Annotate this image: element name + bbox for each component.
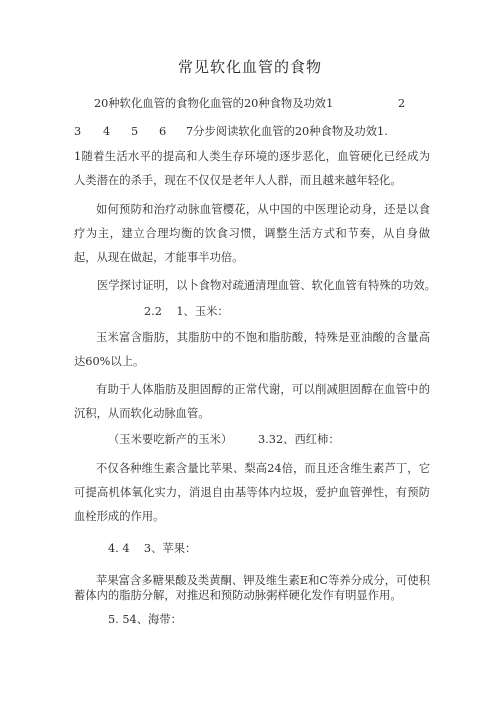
toc-entry-7: 7分步阅读软化血管的20种食物及功效1. [186,125,388,138]
section-heading-tomato: 3.32、西红柿： [258,433,340,446]
paragraph-intro: 1随着生活水平的提高和人类生存环境的逐步恶化，血管硬化已经成为人类潜在的杀手，现在不仅仅是老年人人群，而且越来越年轻化。 [74,150,430,187]
toc-entry-1: 20种软化血管的食物化血管的20种食物及功效1 [94,97,334,110]
paragraph-corn-2: 有助于人体脂肪及胆固醇的正常代谢，可以削减胆固醇在血管中的沉积，从而软化动脉血管。 [74,383,430,420]
toc-page-number: 2 [398,97,406,110]
toc-number-5: 5 [131,125,139,138]
toc-number-4: 4 [103,125,111,138]
section-heading-apple: 4. 4 3、苹果： [108,542,197,555]
toc-number-3: 3 [74,125,82,138]
paragraph-research: 医学探讨证明，以卜食物对疏通清理血管、软化血管有特殊的功效。 [97,279,436,292]
paragraph-prevention: 如何预防和治疗动脉血管樱花，从中国的中医理论动身，还是以食疗为主，建立合理均衡的饮食习惯，调整生活方式和节奏，从自身做起，从现在做起，才能事半功倍。 [74,203,430,264]
paragraph-tomato: 不仅各种维生素含量比苹果、梨高24倍，而且还含维生素芦丁，它可提高机体氧化实力，消退自由基等体内垃圾，爱护血管弹性，有预防血栓形成的作用。 [74,462,430,523]
document-title: 常见软化血管的食物 [177,58,322,76]
corn-note: （玉米要吃新产的玉米） [108,433,233,446]
toc-number-6: 6 [159,125,167,138]
section-heading-kelp: 5. 54、海带： [108,613,182,626]
paragraph-corn-1: 玉米富含脂肪，其脂肪中的不饱和脂肪酸，特殊是亚油酸的含量高达60%以上。 [74,331,430,368]
paragraph-apple: 苹果富含多糖果酸及类黄酮、钾及维生素E和C等养分成分，可使积蓄体内的脂肪分解，对推迟和预防动脉粥样硬化发作有明显作用。 [74,574,430,602]
section-heading-corn: 2.2 1、玉米： [144,305,229,318]
